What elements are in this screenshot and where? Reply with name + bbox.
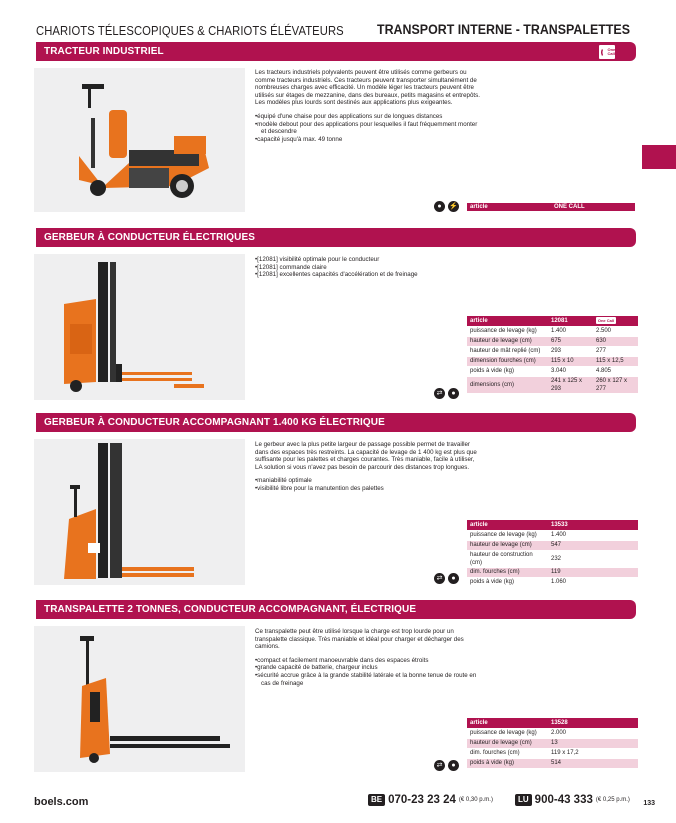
cell: 115 x 12,5	[593, 356, 638, 366]
direction-icon: ⇄	[434, 388, 445, 399]
table-row	[467, 376, 638, 393]
table-row	[467, 567, 638, 577]
list-item: • [12081] visibilité optimale pour le conducteur	[255, 256, 480, 264]
bullet-list	[255, 477, 480, 492]
table-header-row	[467, 520, 638, 530]
cell	[593, 738, 638, 748]
table-row	[467, 550, 638, 567]
col-article: article	[470, 204, 488, 210]
col-article: article	[467, 718, 548, 728]
table-row	[467, 738, 638, 748]
list-item: • [12081] excellentes capacités d'accélération et de freinage	[255, 271, 480, 279]
description-gerbeur	[255, 256, 480, 279]
list-item: • modèle debout pour des applications pour lesquelles il faut fréquemment monter et descendre	[255, 121, 480, 136]
cell	[593, 540, 638, 550]
table-header-tracteur	[467, 203, 635, 211]
section-title-gerbeur-accompagnant: GERBEUR À CONDUCTEUR ACCOMPAGNANT 1.400 KG ÉLECTRIQUE	[36, 413, 636, 432]
cell: dimensions (cm)	[467, 376, 548, 393]
table-row	[467, 540, 638, 550]
col-empty	[593, 520, 638, 530]
cell: 2.000	[548, 728, 593, 738]
cell: 277	[593, 346, 638, 356]
list-item: • capacité jusqu'à max. 49 tonne	[255, 136, 480, 144]
cell: poids à vide (kg)	[467, 366, 548, 376]
list-item: • maniabilité optimale	[255, 477, 480, 485]
cell: 4.805	[593, 366, 638, 376]
cell: dimension fourches (cm)	[467, 356, 548, 366]
walk-icon: ●	[448, 760, 459, 771]
description-tracteur	[255, 69, 480, 143]
cell: hauteur de levage (cm)	[467, 738, 548, 748]
col-13533: 13533	[548, 520, 593, 530]
table-header-row	[467, 718, 638, 728]
call-rate-lu: (€ 0,25 p.m.)	[595, 797, 630, 803]
phone-be	[368, 794, 493, 806]
driver-seated-icon: ●	[434, 201, 445, 212]
cell	[593, 530, 638, 540]
col-12081: 12081	[548, 316, 593, 326]
feature-icons	[434, 388, 459, 399]
cell: hauteur de levage (cm)	[467, 336, 548, 346]
col-empty	[593, 718, 638, 728]
cell: 1.400	[548, 530, 593, 540]
feature-icons	[434, 573, 459, 584]
table-row	[467, 336, 638, 346]
direction-icon: ⇄	[434, 573, 445, 584]
spec-table-transpalette	[467, 718, 638, 769]
country-badge-lu: LU	[515, 794, 532, 806]
cell	[593, 748, 638, 758]
spec-table-gerbeur	[467, 316, 638, 394]
product-image-gerbeur-accompagnant	[34, 439, 245, 585]
bullet-list	[255, 657, 480, 687]
cell: puissance de levage (kg)	[467, 728, 548, 738]
col-13528: 13528	[548, 718, 593, 728]
paragraph: Le gerbeur avec la plus petite largeur de passage possible permet de travailler dans des espaces très restreints. La capacité de levage de 1 400 kg est plus que suffisante pour les palettes et charges courantes. Très maniable, facile à utiliser, LA solution si vous n'avez pas besoin de parcourir des distances trop longues.	[255, 441, 477, 471]
one-call-icon	[598, 44, 616, 60]
description-transpalette	[255, 628, 480, 687]
paragraph: Les tracteurs industriels polyvalents peuvent être utilisés comme gerbeurs ou comme tracteurs industriels. Ces tracteurs peuvent transporter simultanément de nombreuses charges avec efficacité. Un modèle léger les tracteurs peuvent être utilisés sur étages de mezzanine, dans des bureaux, petits magasins et entrepôts. Les modèles plus lourds sont destinés aux applications plus exigeantes.	[255, 69, 480, 107]
call-rate-be: (€ 0,30 p.m.)	[458, 797, 493, 803]
cell: poids à vide (kg)	[467, 758, 548, 768]
cell: 115 x 10	[548, 356, 593, 366]
bullet-list	[255, 113, 480, 143]
driver-icon: ●	[448, 388, 459, 399]
table-row	[467, 326, 638, 336]
table-row	[467, 346, 638, 356]
list-item: • compact et facilement manoeuvrable dans des espaces étroits	[255, 657, 480, 665]
col-onecall	[593, 316, 638, 326]
bullet-list	[255, 256, 480, 279]
phone-number-be: 070-23 23 24	[388, 794, 456, 806]
table-row	[467, 758, 638, 768]
cell: 241 x 125 x 293	[548, 376, 593, 393]
list-item: • visibilité libre pour la manutention des palettes	[255, 485, 480, 493]
cell: poids à vide (kg)	[467, 577, 548, 587]
cell	[593, 728, 638, 738]
product-image-gerbeur	[34, 254, 245, 400]
cell: 119	[548, 567, 593, 577]
cell: 1.060	[548, 577, 593, 587]
section-title-transpalette: TRANSPALETTE 2 TONNES, CONDUCTEUR ACCOMPAGNANT, ÉLECTRIQUE	[36, 600, 636, 619]
description-gerbeur-accompagnant	[255, 441, 480, 493]
chapter-tab	[642, 145, 676, 169]
walk-icon: ●	[448, 573, 459, 584]
col-onecall: ONE CALL	[554, 204, 585, 210]
cell: 260 x 127 x 277	[593, 376, 638, 393]
page-number: 133	[643, 800, 655, 807]
table-row	[467, 577, 638, 587]
cell	[593, 567, 638, 577]
cell: 514	[548, 758, 593, 768]
cell	[593, 577, 638, 587]
section-title-tracteur: TRACTEUR INDUSTRIEL	[36, 42, 636, 61]
product-image-transpalette	[34, 626, 245, 772]
section-title-gerbeur-conducteur: GERBEUR À CONDUCTEUR ÉLECTRIQUES	[36, 228, 636, 247]
cell: dim. fourches (cm)	[467, 567, 548, 577]
list-item: • grande capacité de batterie, chargeur inclus	[255, 664, 480, 672]
table-row	[467, 356, 638, 366]
list-item: • équipé d'une chaise pour des applications sur de longues distances	[255, 113, 480, 121]
cell: hauteur de levage (cm)	[467, 540, 548, 550]
category-header: CHARIOTS TÉLESCOPIQUES & CHARIOTS ÉLÉVATEURS	[36, 24, 344, 38]
cell: 293	[548, 346, 593, 356]
website-link[interactable]: boels.com	[34, 796, 89, 808]
direction-icon: ⇄	[434, 760, 445, 771]
cell: 119 x 17,2	[548, 748, 593, 758]
electric-icon: ⚡	[449, 203, 458, 210]
cell: 675	[548, 336, 593, 346]
country-badge-be: BE	[368, 794, 385, 806]
table-row	[467, 728, 638, 738]
cell: hauteur de construction (cm)	[467, 550, 548, 567]
cell: puissance de levage (kg)	[467, 326, 548, 336]
cell: 3.040	[548, 366, 593, 376]
cell: 232	[548, 550, 593, 567]
cell: 2.500	[593, 326, 638, 336]
table-row	[467, 748, 638, 758]
feature-icons	[434, 201, 459, 212]
cell	[593, 758, 638, 768]
cell: dim. fourches (cm)	[467, 748, 548, 758]
phone-number-lu: 900-43 333	[534, 794, 593, 806]
table-row	[467, 366, 638, 376]
cell: 13	[548, 738, 593, 748]
cell: 630	[593, 336, 638, 346]
phone-lu	[515, 794, 630, 806]
product-image-tracteur	[34, 68, 245, 212]
list-item: • [12081] commande claire	[255, 264, 480, 272]
cell: 547	[548, 540, 593, 550]
col-article: article	[467, 520, 548, 530]
cell	[593, 550, 638, 567]
col-article: article	[467, 316, 548, 326]
spec-table-gerbeur-accompagnant	[467, 520, 638, 588]
table-header-row	[467, 316, 638, 326]
one-call-badge: One Call	[597, 317, 615, 323]
cell: hauteur de mât replié (cm)	[467, 346, 548, 356]
paragraph: Ce transpalette peut être utilisé lorsque la charge est trop lourde pour un transpalette classique. Très maniable et idéal pour charger et décharger des camions.	[255, 628, 464, 651]
feature-icons	[434, 760, 459, 771]
table-row	[467, 530, 638, 540]
cell: puissance de levage (kg)	[467, 530, 548, 540]
one-call-label: One Call	[607, 47, 616, 56]
cell: 1.400	[548, 326, 593, 336]
page-title: TRANSPORT INTERNE - TRANSPALETTES	[376, 22, 630, 37]
list-item: • sécurité accrue grâce à la grande stabilité latérale et la bonne tenue de route en cas de freinage	[255, 672, 480, 687]
